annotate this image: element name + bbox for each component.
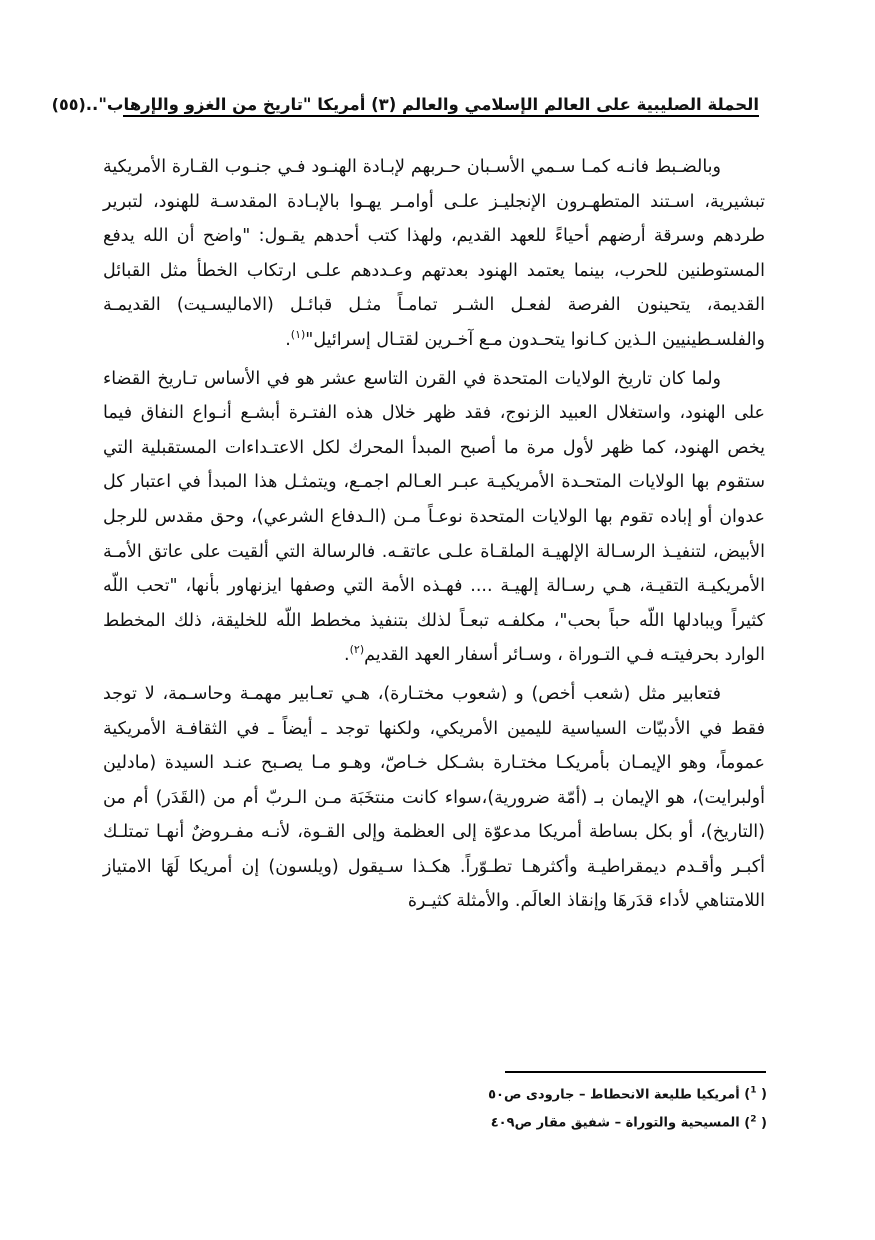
paragraph-1: [103, 150, 765, 358]
footnote-1-open-paren: (: [761, 1087, 767, 1103]
footnote-2-open-paren: (: [761, 1115, 767, 1131]
paragraph-2: [103, 362, 765, 673]
footnote-2: [405, 1107, 767, 1135]
footnote-1-close-paren: ): [744, 1087, 751, 1103]
footnote-1-number: 1: [750, 1086, 757, 1096]
footnote-divider: [505, 1071, 766, 1073]
page-number: (٥٥): [51, 95, 86, 114]
footnote-ref-2[interactable]: (٢): [349, 643, 365, 657]
paragraph-2-text: ولما كان تاريخ الولايات المتحدة في القرن التاسع عشر هو في الأساس تـاريخ القضاء على الهنود، واستغلال العبيد الزنوج، فقد ظهر خلال هذه الفتـرة أبشـع أنـواع النفاق فيما يخص الهنود، كما ظهر لأول مرة ما أصبح المبدأ المحرك لكل الاعتـداءات المستقبلية التي ستقوم بها الولايات المتحـدة الأمريكيـة عبـر العـالم اجمـع، ويتمثـل هذا المبدأ في اعتبار كل عدوان أو إباده تقوم بها الولايات المتحدة نوعـاً مـن (الـدفاع الشرعي)، وحق مقدس للرجل الأبيض، لتنفيـذ الرسـالة الإلهيـة الملقـاة علـى عاتقـه. فالرسالة التي ألقيت على عاتق الأمـة الأمريكيـة التقيـة، هـي رسـالة إلهيـة .... فهـذه الأمة التي وصفها ايزنهاور بأنها، "تحب اللّه كثيراً ويبادلها اللّه حباً بحب"، مكلفـه تبعـاً لذلك بتنفيذ مخطط اللّه للخليقة، ذلك المخطط الوارد بحرفيتـه فـي التـوراة ، وسـائر أسفار العهد القديم: [103, 368, 765, 666]
running-header: [51, 86, 759, 114]
footnote-2-number: 2: [750, 1114, 757, 1125]
body-text: [103, 150, 765, 919]
paragraph-1-end: .: [285, 329, 291, 350]
paragraph-3: [103, 677, 765, 919]
footnote-1: [405, 1079, 767, 1107]
running-header-title: الحملة الصليبية على العالم الإسلامي والعالم (٣) أمريكا "تاريخ من الغزو والإرهاب"..: [85, 95, 759, 114]
paragraph-2-end: .: [344, 645, 350, 666]
footnote-1-text: أمريكيا طليعة الانحطاط – جارودى ص٥٠: [488, 1087, 740, 1103]
footnote-ref-1[interactable]: (١): [290, 328, 306, 342]
footnote-2-close-paren: ): [744, 1115, 751, 1131]
paragraph-1-text: وبالضـبط فانـه كمـا سـمي الأسـبان حـربهم لإبـادة الهنـود فـي جنـوب القـارة الأمريكية تبشيرية، اسـتند المتطهـرون الإنجليـز علـى أوامـر يهـوا بالإبـادة المقدسـة للهنود، لتبرير طردهم وسرقة أرضهم أحياءً للعهد القديم، ولهذا كتب أحدهم يقـول: "واضح أن الله يدفع المستوطنين للحرب، بينما يعتمد الهنود بعدتهم وعـددهم علـى ارتكاب الخطأ مثل القبائل القديمة، يتحينون الفرصة لفعـل الشـر تمامـاً مثـل قبائـل (الاماليسـيت) القديمـة والفلسـطينيين الـذين كـانوا يتحـدون مـع آخـرين لقتـال إسرائيل": [103, 157, 765, 350]
footnote-2-text: المسيحية والتوراة – شفيق مقار ص٤٠٩: [490, 1115, 740, 1131]
paragraph-3-text: فتعابير مثل (شعب أخص) و (شعوب مختـارة)، هـي تعـابير مهمـة وحاسـمة، لا توجد فقط في الأدبيّات السياسية لليمين الأمريكي، ولكنها توجد ـ أيضاً ـ في الثقافـة الأمريكية عموماً، وهو الإيمـان بأمريكـا مختـارة بشـكل خـاصّ، وهـو مـا يصـبح عنـد السيدة (مادلين أولبرايت)، هو الإيمان بـ (أمّة ضرورية)،سواء كانت منتخَبَة مـن الـربّ أم من (القَدَر) أم من (التاريخ)، أو بكل بساطة أمريكا مدعوّة إلى العظمة وإلى القـوة، لأنـه مفـروضٌ أنهـا تمتلـك أكبـر وأقـدم ديمقراطيـة وأكثرهـا تطـوّراً. هكـذا سـيقول (ويلسون) إن أمريكا لَهَا الامتياز اللامتناهي لأداء قدَرهَا وإنقاذ العالَم. والأمثلة كثيـرة: [103, 683, 765, 912]
footnote-2-marker: [744, 1116, 767, 1131]
footnotes: [405, 1079, 767, 1136]
footnote-1-marker: [744, 1087, 767, 1102]
header-divider: [123, 115, 759, 117]
